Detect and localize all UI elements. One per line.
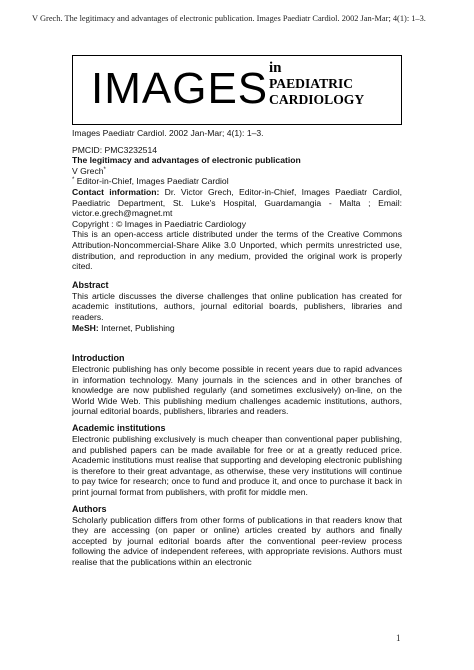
mesh-label: MeSH:: [72, 322, 99, 333]
authors-text: Scholarly publication differs from other forms of publications in that readers know that they are accessing (on paper or online) articles created by authors and finally accepted by journal editorial boards after the conventional peer-review process following the advice of independent referees, with appropriate revisions. Authors must realise that the publications within an electronic: [72, 514, 402, 567]
introduction-text: Electronic publishing has only become possible in recent years due to rapid advances in information technology. Many journals in the sciences and in other branches of knowledge are now published regularly (and sometimes exclusively) on-line, on the World Wide Web. This publishing medium challenges academic institutions, authors, journal editorial boards, publishers, libraries and readers.: [72, 364, 402, 417]
author-name[interactable]: V Grech: [72, 165, 104, 176]
mesh-text: Internet, Publishing: [98, 322, 175, 333]
article-body: [72, 128, 402, 568]
spacer: [72, 333, 402, 353]
affiliation: Editor-in-Chief, Images Paediatr Cardiol: [76, 176, 229, 187]
license-statement: This is an open-access article distributed under the terms of the Creative Commons Attribution-Noncommercial-Share Alike 3.0 Unported, which permits unrestricted use, distribution, and reproduction in any medium, provided the original work is properly cited.: [72, 229, 402, 272]
contact-text: Dr. Victor Grech, Editor-in-Chief, Images Paediatr Cardiol, Paediatric Department, St. Luke's Hospital, Guardamangia - Malta ; Email: victor.e.grech@magnet.mt: [72, 186, 402, 219]
citation: Images Paediatr Cardiol. 2002 Jan-Mar; 4(1): 1–3.: [72, 128, 264, 138]
logo-line-1: PAEDIATRIC: [269, 76, 354, 91]
affiliation-marker: *: [72, 177, 75, 184]
introduction-heading: Introduction: [72, 353, 125, 364]
logo-line-2: CARDIOLOGY: [269, 92, 365, 107]
pmcid: PMCID: PMC3232514: [72, 144, 158, 155]
mesh-terms: [72, 323, 402, 334]
author-line: [72, 166, 402, 177]
abstract-text: This article discusses the diverse challenges that online publication has created for academic institutions, authors, journal editorial boards, publishers, libraries and readers.: [72, 290, 402, 322]
logo-subtitle: [269, 60, 364, 108]
page-number: 1: [396, 633, 401, 643]
running-head: V Grech. The legitimacy and advantages of electronic publication. Images Paediatr Cardiol. 2002 Jan-Mar; 4(1): 1–3.: [32, 14, 426, 23]
journal-logo: [72, 55, 402, 125]
affiliation-line: [72, 176, 402, 187]
authors-heading: Authors: [72, 503, 107, 514]
contact-information: [72, 187, 402, 219]
spacer: [72, 272, 402, 280]
author-marker: *: [103, 166, 106, 173]
contact-label: Contact information:: [72, 186, 160, 197]
article-title: The legitimacy and advantages of electronic publication: [72, 155, 301, 166]
academic-institutions-heading: Academic institutions: [72, 423, 166, 434]
academic-institutions-text: Electronic publishing exclusively is much cheaper than conventional paper publishing, and published papers can be made available for free or at a greatly reduced price. Academic institutions must realise that supporting and developing electronic publishing is therefore to their great advantage, as otherwise, these very institutions will continue to pay twice for research; once to fund and produce it, and once to purchase it back in print journal format from publishers, with profit for middle men.: [72, 434, 402, 498]
abstract-heading: Abstract: [72, 279, 109, 290]
copyright: Copyright : © Images in Paediatric Cardiology: [72, 218, 246, 229]
logo-in-text: in: [269, 60, 282, 76]
logo-main-text: IMAGES: [91, 64, 269, 113]
